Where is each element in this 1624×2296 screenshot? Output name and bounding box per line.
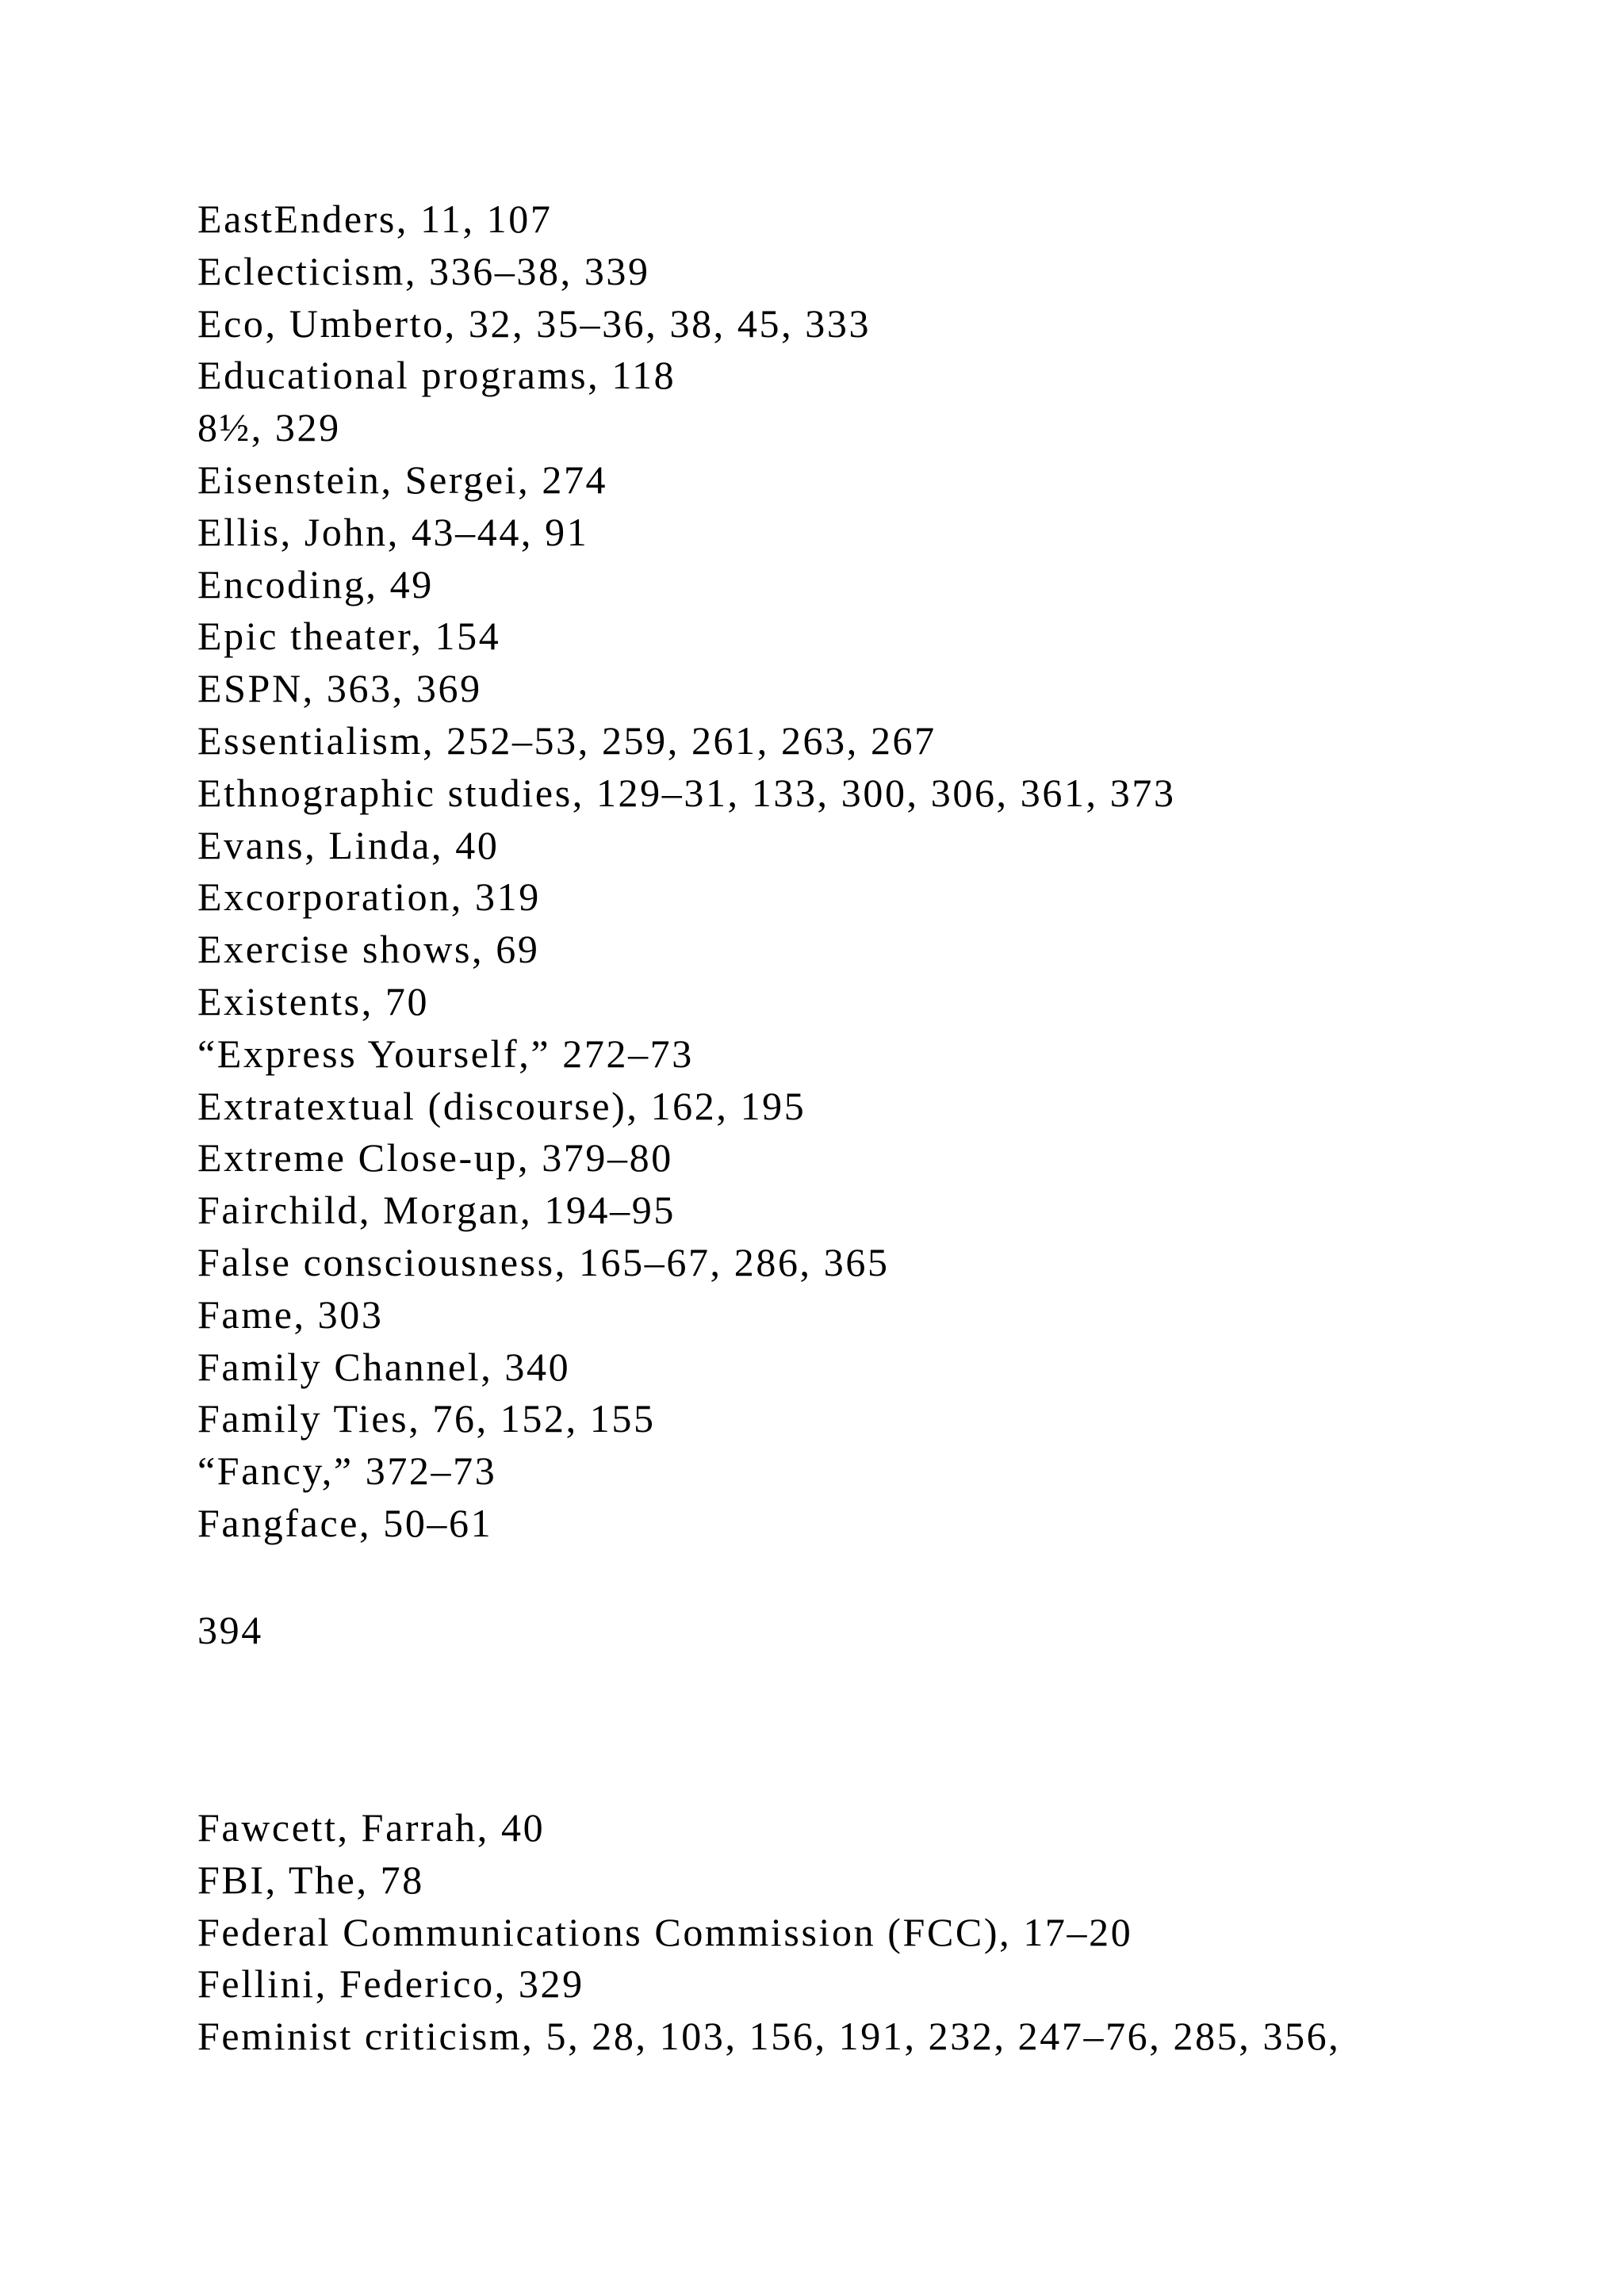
index-entry: Fawcett, Farrah, 40 [197,1805,546,1850]
index-entry: Encoding, 49 [197,561,434,607]
index-entry: Essentialism, 252–53, 259, 261, 263, 267 [197,718,936,763]
index-entry: Excorporation, 319 [197,874,541,920]
index-entry: Eco, Umberto, 32, 35–36, 38, 45, 333 [197,300,871,346]
index-entry: Extreme Close-up, 379–80 [197,1135,673,1181]
index-entry: “Express Yourself,” 272–73 [197,1031,694,1076]
index-entry: ESPN, 363, 369 [197,666,482,711]
index-entry: Fellini, Federico, 329 [197,1961,584,2007]
index-entry: Fangface, 50–61 [197,1500,493,1545]
index-list-part-1 [197,193,1176,1550]
index-entry: Family Ties, 76, 152, 155 [197,1396,656,1441]
index-entry: Evans, Linda, 40 [197,822,500,867]
index-entry: Extratextual (discourse), 162, 195 [197,1083,806,1128]
index-entry: 8½, 329 [197,405,341,450]
index-entry: Fame, 303 [197,1292,384,1337]
index-list-part-2 [197,1802,1340,2063]
index-entry: Family Channel, 340 [197,1344,571,1389]
index-entry: EastEnders, 11, 107 [197,197,553,241]
index-entry: Feminist criticism, 5, 28, 103, 156, 191, 232, 247–76, 285, 356, [197,2014,1341,2059]
index-entry: “Fancy,” 372–73 [197,1448,497,1494]
index-entry: Federal Communications Commission (FCC), 17–20 [197,1909,1133,1954]
index-entry: False consciousness, 165–67, 286, 365 [197,1239,890,1284]
index-entry: FBI, The, 78 [197,1857,424,1902]
index-entry: Eisenstein, Sergei, 274 [197,457,608,502]
index-entry: Ethnographic studies, 129–31, 133, 300, 306, 361, 373 [197,770,1176,815]
index-entry: Eclecticism, 336–38, 339 [197,248,650,293]
index-entry: Ellis, John, 43–44, 91 [197,509,589,554]
index-entry: Educational programs, 118 [197,353,676,398]
index-entry: Epic theater, 154 [197,614,501,659]
page-number: 394 [197,1608,263,1652]
index-entry: Fairchild, Morgan, 194–95 [197,1188,676,1233]
index-entry: Exercise shows, 69 [197,927,540,972]
index-entry: Existents, 70 [197,978,430,1024]
